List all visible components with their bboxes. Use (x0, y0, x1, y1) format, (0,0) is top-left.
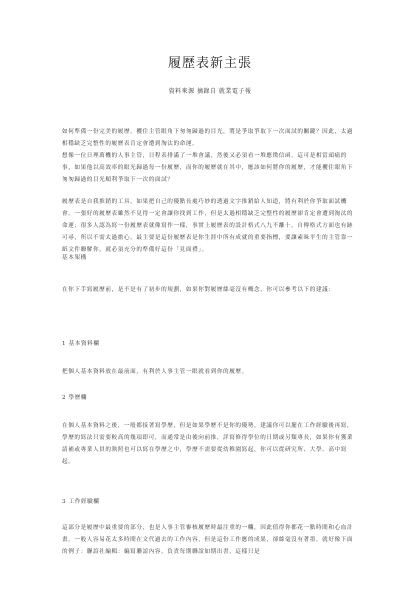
intro-paragraph-2: 想像一位日理萬機的人事主管，日程表排滿了一堆會議，然後又必須看一堆應徵信函，這可是相當頭痛的事，如果他以高效率的眼光歸過每一份履歷，而你的履歷就在其中，應該如何將你的履歷，才能攫住眼角下匆匆歸過的目光順利爭取下一次的面試？ (62, 153, 354, 183)
intro-paragraph-3: 履歷表是自我推銷的工具，如果把自己的優點長處巧妙的透過文字推銷給人知道，將有利於你爭取面試機會。一張好的履歷表雖然不見得一定會讓你找到工作，但是太過相穩缺乏完整性的履歷卻肯定會遭到淘汰的命運；很多人認為寫一份履歷表就像寫作一樣，事實上履歷表的設計格式八九不離十，自傳格式方面也有跡可尋，所以不需太過擔心，最主要是這份履歷表是你生涯中所有成就的重要指標，要讓素昧平生的主管靠一紙文件瞭解你，就必須充分的準備好這份「見面禮」。 (62, 199, 354, 253)
basic-structure-text: 在你下手寫履歷前，是不是有了初步的規劃，如果你對履歷絲毫沒有概念，你可以參考以下的建議： (62, 287, 335, 293)
source-line: 資料來源 摘錄自 就業電子報 (168, 88, 252, 95)
basic-info-text: 把個人基本資料放在最前面，有利於人事主管一眼就看到你的履歷。 (62, 369, 248, 375)
education-text: 在個人基本資料之後，一般都接著寫學歷，但是如果學歷不是你的優勢，建議你可以擺在工作經驗後再寫，學歷的寫法只需要較高的幾項即可，而通常是由後向前推，詳寫修得學位的日期或另類專長，如果你有獲業請補或專業人員的執照也可以寫在學歷之中，學歷不需要從幼稚園寫起，你可以從研究所、大學、高中寫起。 (62, 423, 354, 465)
intro-paragraph-1: 如何準備一份完美的履歷，攫住主管眼角下匆匆歸過的目光，將是爭取爭取下一次面試的關鍵？因此，太過相穩缺乏完整性的履歷表肯定會遭到淘汰的命運。 (62, 129, 354, 147)
section-heading-work-experience: 3 工作經驗欄 (62, 499, 100, 505)
section-heading-basic: 基本架構 (62, 255, 87, 261)
section-heading-education: 2 學歷欄 (62, 395, 88, 401)
section-heading-basic-info: 1 基本資料欄 (62, 341, 100, 347)
work-experience-text: 這部分是履歷中最重要的部分，也是人事主管審核履歷時最注重的一欄，因此值得你都花一點時間和心血計畫。一般人容易花太多時間在文代過去的工作內容，但是這份工作應的成果，卻絲毫沒有著墨，就好像下面的例子：聯誼社編輯：編寫聯誼內容，負責每期聯誼如期出書，這樣只是 (62, 525, 354, 555)
page-title: 履歷表新主張 (167, 56, 252, 71)
